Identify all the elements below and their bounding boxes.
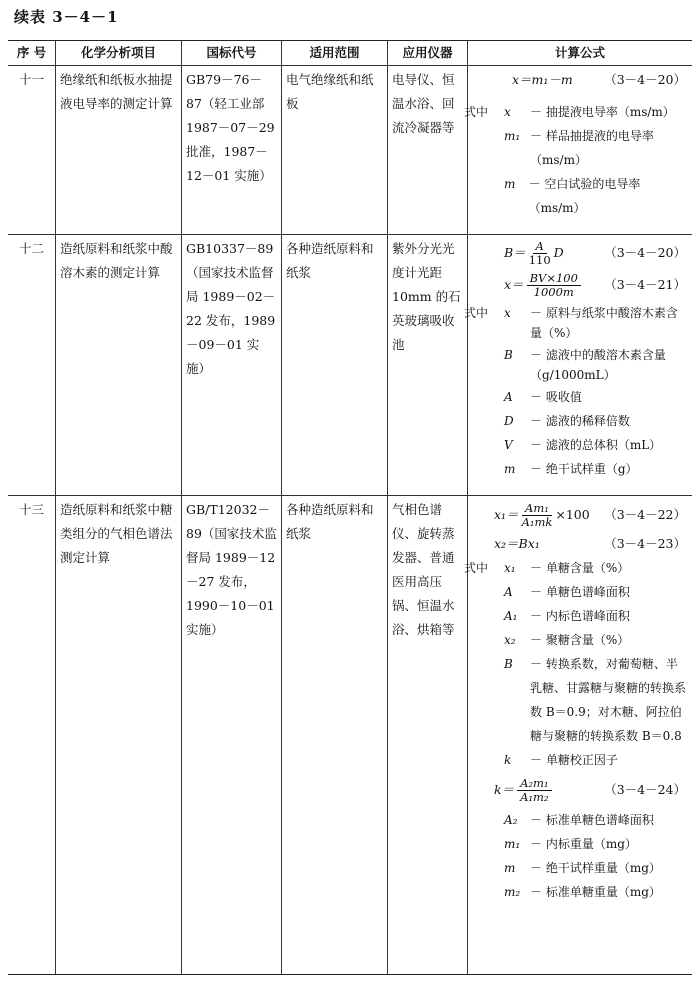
row-instrument: 紫外分光光度计光距 10mm 的石英玻璃吸收池 (388, 235, 468, 495)
definition-item (472, 856, 688, 880)
definition-item (472, 172, 688, 220)
table-row (8, 496, 692, 975)
def-text: － 样品抽提液的电导率（ms/m） (530, 129, 654, 167)
def-symbol: V (504, 438, 513, 452)
fraction-numerator: BV×100 (527, 272, 581, 286)
formula-lhs: x＝ (504, 277, 524, 292)
formula-line (472, 237, 688, 269)
definition-item (472, 385, 688, 409)
shizhong-label: 式中 (464, 105, 489, 119)
definition-item (472, 652, 688, 748)
fraction-numerator: A₂m₁ (517, 777, 551, 791)
def-text: － 原料与纸浆中酸溶木素含量（%） (530, 306, 678, 340)
formula-line (472, 532, 688, 556)
header-code: 国标代号 (182, 41, 282, 65)
row-formula (464, 235, 692, 495)
row-scope: 电气绝缘纸和纸板 (282, 66, 388, 234)
header-item: 化学分析项目 (56, 41, 182, 65)
formula-lhs: B＝ (504, 245, 526, 260)
row-code: GB79－76－87（轻工业部 1987－07－29 批准，1987－12－01 实施） (182, 66, 282, 234)
header-formula: 计算公式 (554, 45, 605, 60)
definition-item (464, 301, 688, 343)
formula-line (472, 269, 688, 301)
formula-number: （3－4－20） (604, 245, 686, 260)
row-item: 绝缘纸和纸板水抽提液电导率的测定计算 (56, 66, 182, 234)
formula-number: （3－4－21） (604, 277, 686, 292)
definition-item (472, 433, 688, 457)
def-text: － 单糖含量（%） (530, 561, 630, 575)
def-text: － 内标色谱峰面积 (530, 609, 630, 623)
def-symbol: m (504, 861, 516, 875)
data-table (8, 40, 692, 975)
formula-line (472, 498, 688, 532)
formula-number: （3－4－23） (604, 536, 686, 551)
def-text: － 转换系数，对葡萄糖、半乳糖、甘露糖与聚糖的转换系数 B＝0.9；对木糖、阿拉伯糖与聚糖的转换系数 B＝0.8 (530, 657, 687, 743)
definition-item (472, 748, 688, 772)
def-symbol: x₁ (504, 561, 516, 575)
formula-number: （3－4－24） (604, 782, 686, 797)
definition-item (472, 124, 688, 172)
fraction-numerator: A (533, 240, 547, 254)
fraction-denominator: A₁m₂ (520, 789, 549, 804)
shizhong-label: 式中 (464, 561, 489, 575)
def-text: － 吸收值 (530, 390, 582, 404)
def-symbol: A (504, 585, 513, 599)
def-symbol: A (504, 390, 513, 404)
def-symbol: m (504, 177, 516, 191)
formula-lhs: x₁＝ (494, 507, 519, 522)
row-no: 十二 (8, 235, 56, 495)
def-symbol: m₂ (504, 885, 521, 899)
def-text: － 绝干试样重量（mg） (530, 861, 661, 875)
def-text: － 滤液的总体积（mL） (530, 438, 662, 452)
header-instrument: 应用仪器 (388, 41, 468, 65)
def-symbol: B (504, 348, 513, 362)
def-symbol: x₂ (504, 633, 516, 647)
fraction-denominator: 110 (528, 252, 551, 267)
row-instrument: 电导仪、恒温水浴、回流冷凝器等 (388, 66, 468, 234)
definition-item (464, 100, 688, 124)
def-text: － 绝干试样重（g） (530, 462, 638, 476)
row-item: 造纸原料和纸浆中酸溶木素的测定计算 (56, 235, 182, 495)
def-symbol: A₁ (504, 609, 518, 623)
formula-tail: D (553, 245, 564, 260)
formula-fraction (527, 272, 581, 299)
definition-item (472, 580, 688, 604)
formula-tail: ×100 (555, 507, 590, 522)
formula-line (472, 68, 688, 92)
formula-number: （3－4－22） (604, 507, 686, 522)
definition-item (472, 880, 688, 904)
def-text: － 内标重量（mg） (530, 837, 637, 851)
def-symbol: k (504, 753, 512, 767)
formula-text: x＝m₁－m (512, 72, 573, 87)
definition-item (472, 343, 688, 385)
formula-number: （3－4－20） (604, 72, 686, 87)
row-formula (464, 496, 692, 974)
definition-item (472, 808, 688, 832)
def-symbol: B (504, 657, 513, 671)
definition-item (472, 628, 688, 652)
definition-item (472, 457, 688, 481)
formula-fraction (522, 502, 553, 529)
formula-fraction (517, 777, 551, 804)
row-scope: 各种造纸原料和纸浆 (282, 496, 388, 974)
fraction-denominator: 1000m (533, 284, 574, 299)
row-instrument: 气相色谱仪、旋转蒸发器、普通医用高压锅、恒温水浴、烘箱等 (388, 496, 468, 974)
row-no: 十一 (8, 66, 56, 234)
row-no: 十三 (8, 496, 56, 974)
def-symbol: D (504, 414, 514, 428)
table-row (8, 235, 692, 496)
row-formula (464, 66, 692, 234)
def-text: － 标准单糖色谱峰面积 (530, 813, 654, 827)
def-symbol: x (504, 105, 511, 119)
formula-line (472, 772, 688, 808)
definition-item (472, 409, 688, 433)
formula-fraction (529, 240, 551, 267)
fraction-denominator: A₁mk (521, 514, 553, 529)
def-text: － 空白试验的电导率（ms/m） (528, 177, 641, 215)
definition-item (472, 832, 688, 856)
definition-item (472, 604, 688, 628)
row-code: GB10337－89（国家技术监督局 1989－02－22 发布，1989－09－01 实施） (182, 235, 282, 495)
row-scope: 各种造纸原料和纸浆 (282, 235, 388, 495)
def-text: － 滤液中的酸溶木素含量（g/1000mL） (530, 348, 666, 382)
row-item: 造纸原料和纸浆中糖类组分的气相色谱法测定计算 (56, 496, 182, 974)
def-text: － 滤液的稀释倍数 (530, 414, 630, 428)
formula-text: x₂＝Bx₁ (494, 536, 540, 551)
def-symbol: m₁ (504, 837, 521, 851)
def-text: － 单糖色谱峰面积 (530, 585, 630, 599)
formula-lhs: k＝ (494, 782, 515, 797)
def-symbol: m₁ (504, 129, 521, 143)
def-symbol: x (504, 306, 511, 320)
def-text: － 单糖校正因子 (530, 753, 618, 767)
def-symbol: m (504, 462, 516, 476)
header-no: 序 号 (8, 41, 56, 65)
header-scope: 适用范围 (282, 41, 388, 65)
definition-item (464, 556, 688, 580)
shizhong-label: 式中 (464, 306, 489, 320)
def-symbol: A₂ (504, 813, 518, 827)
def-text: － 标准单糖重量（mg） (530, 885, 661, 899)
table-caption: 续表 3－4－1 (14, 8, 119, 26)
fraction-numerator: Am₁ (522, 502, 552, 516)
def-text: － 抽提液电导率（ms/m） (530, 105, 675, 119)
def-text: － 聚糖含量（%） (530, 633, 630, 647)
row-code: GB/T12032－89（国家技术监督局 1989－12－27 发布，1990－10－01 实施） (182, 496, 282, 974)
table-row (8, 66, 692, 235)
table-header-row (8, 41, 692, 66)
